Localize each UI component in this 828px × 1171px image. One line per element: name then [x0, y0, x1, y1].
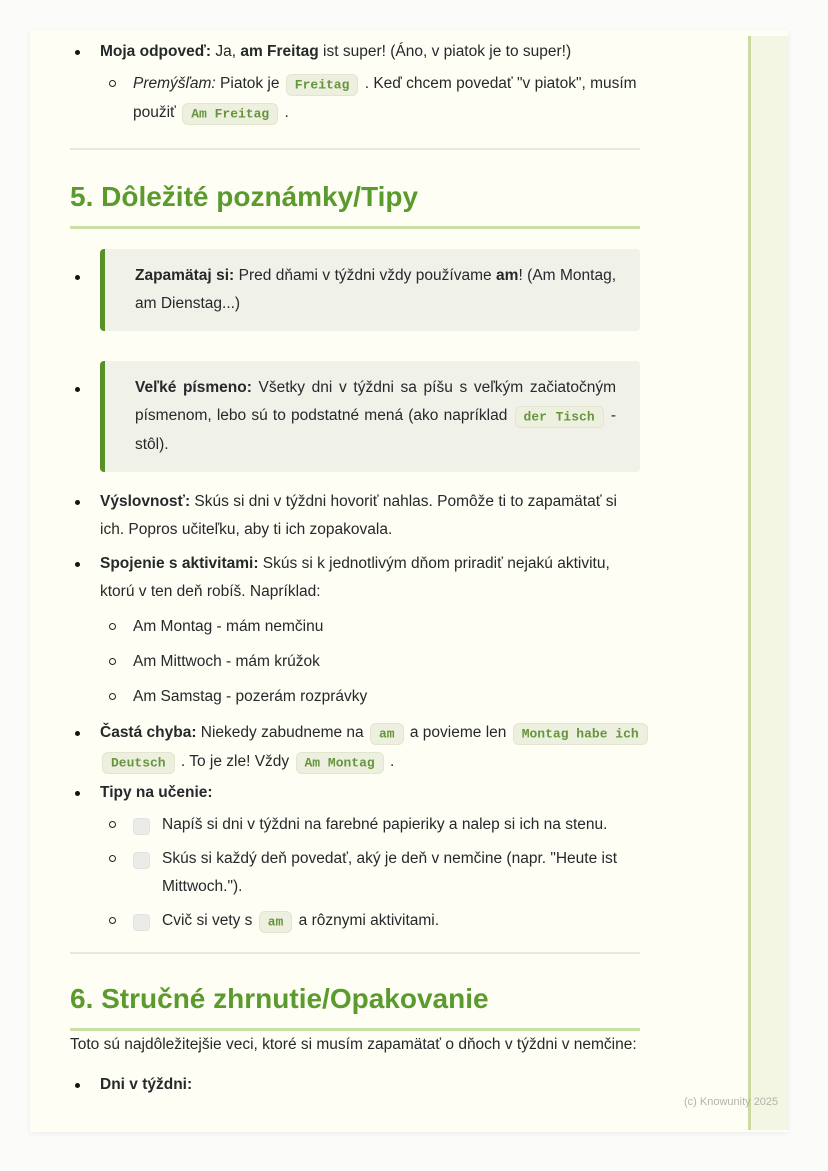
text-segment: am Freitag [240, 43, 319, 60]
list-item [70, 488, 640, 544]
circle-bullet-icon [109, 855, 116, 862]
text-segment: Tipy na učenie: [100, 784, 213, 801]
text-segment: ist super! (Áno, v piatok je to super!) [318, 43, 572, 60]
text-segment: Skús si dni v týždni hovoriť nahlas. Pomôže ti to zapamätať si ich. Popros učiteľku, aby ti ich zopakovala. [100, 493, 618, 538]
list-item-text [133, 683, 640, 711]
disc-bullet-icon [75, 50, 80, 55]
disc-bullet-icon [75, 791, 80, 796]
text-segment: Napíš si dni v týždni na farebné papieriky a nalep si ich na stenu. [162, 816, 608, 833]
text-segment: Piatok je [215, 75, 284, 92]
disc-bullet-icon [75, 562, 80, 567]
text-segment: Všetky dni v týždni sa píšu s veľkým začiatočným písmenom, lebo sú to podstatné mená (ako napríklad [135, 379, 616, 424]
text-segment: Skús si k jednotlivým dňom priradiť nejakú aktivitu, ktorú v ten deň robíš. Napríklad: [100, 555, 610, 600]
circle-bullet-icon [109, 623, 116, 630]
text-segment: Dni v týždni: [100, 1076, 193, 1093]
page-edge-strip [748, 36, 788, 1130]
bullet-column [70, 1071, 100, 1088]
bullet-column [70, 249, 100, 280]
list-item-text [133, 613, 640, 641]
text-segment: - stôl). [135, 407, 616, 453]
list-item [70, 38, 640, 66]
inline-code: Montag habe ich Deutsch [102, 723, 648, 774]
list-item [70, 719, 640, 777]
callout-list-item [70, 249, 640, 331]
text-segment: . To je zle! Vždy [176, 753, 294, 770]
disc-bullet-icon [75, 387, 80, 392]
section-6-heading: 6. Stručné zhrnutie/Opakovanie [70, 982, 640, 1031]
circle-bullet-icon [109, 693, 116, 700]
text-segment: Zapamätaj si: [135, 267, 235, 284]
text-segment: ! (Am Montag, am Dienstag...) [135, 267, 617, 312]
task-checkbox[interactable] [133, 852, 150, 869]
disc-bullet-icon [75, 731, 80, 736]
task-checkbox[interactable] [133, 818, 150, 835]
text-segment: . [385, 753, 395, 770]
task-checkbox[interactable] [133, 914, 150, 931]
text-segment: am [496, 267, 519, 284]
inline-code: Freitag [286, 74, 359, 96]
inline-code: der Tisch [515, 406, 604, 428]
bullet-column [105, 648, 133, 665]
list-subitem [105, 648, 640, 676]
summary-paragraph: Toto sú najdôležitejšie veci, ktoré si musím zapamätať o dňoch v týždni v nemčine: [70, 1036, 637, 1053]
callout-list-item [70, 361, 640, 472]
bullet-column [70, 550, 100, 567]
inline-code: am [259, 911, 293, 933]
text-segment: a povieme len [405, 724, 511, 741]
text-segment: Spojenie s aktivitami: [100, 555, 259, 572]
text-segment: . [280, 104, 289, 121]
circle-bullet-icon [109, 80, 116, 87]
text-segment: Am Montag - mám nemčinu [133, 618, 324, 635]
list-item-text [133, 648, 640, 676]
list-subitem [105, 613, 640, 641]
list-item-text [133, 70, 640, 128]
bullet-column [70, 361, 100, 392]
bullet-column [105, 613, 133, 630]
list-item-text [100, 779, 640, 807]
list-item-text [100, 488, 640, 544]
task-text [162, 845, 640, 901]
list-subitem [105, 683, 640, 711]
circle-bullet-icon [109, 917, 116, 924]
callout-remember [100, 249, 640, 331]
text-segment: Niekedy zabudneme na [196, 724, 368, 741]
bullet-column [105, 845, 133, 862]
text-segment: . Keď chcem povedať "v piatok", musím použiť [133, 75, 637, 121]
bullet-column [105, 683, 133, 700]
list-item-text [100, 550, 640, 606]
inline-code: am [370, 723, 404, 745]
list-item [70, 779, 640, 807]
section-5-heading: 5. Dôležité poznámky/Tipy [70, 180, 640, 229]
list-item-text [100, 38, 640, 66]
text-segment: Am Mittwoch - mám krúžok [133, 653, 320, 670]
text-segment: Ja, [211, 43, 241, 60]
text-segment: Pred dňami v týždni vždy používame [234, 267, 497, 284]
bullet-column [70, 779, 100, 796]
text-segment: Výslovnosť: [100, 493, 191, 510]
bullet-column [105, 70, 133, 87]
document-page [30, 30, 788, 1132]
text-segment: Moja odpoveď: [100, 43, 212, 60]
section-divider [70, 148, 640, 150]
list-item [70, 550, 640, 606]
text-segment: Cvič si vety s [162, 912, 257, 929]
list-item-text [100, 1071, 640, 1099]
text-segment: Veľké písmeno: [135, 379, 252, 396]
task-list-item [105, 907, 640, 936]
circle-bullet-icon [109, 821, 116, 828]
list-item-text [100, 719, 640, 777]
list-item [70, 1071, 640, 1099]
callout-capitalization [100, 361, 640, 472]
text-segment: Am Samstag - pozerám rozprávky [133, 688, 368, 705]
task-text [162, 811, 640, 839]
task-list-item [105, 845, 640, 901]
document-content [70, 32, 640, 1099]
inline-code: Am Freitag [182, 103, 278, 125]
list-subitem [105, 70, 640, 128]
bullet-column [105, 811, 133, 828]
section-divider [70, 952, 640, 954]
text-segment: a rôznymi aktivitami. [294, 912, 440, 929]
task-list-item [105, 811, 640, 839]
text-segment: Skús si každý deň povedať, aký je deň v nemčine (napr. "Heute ist Mittwoch."). [162, 850, 618, 895]
bullet-column [70, 719, 100, 736]
circle-bullet-icon [109, 658, 116, 665]
text-segment: Častá chyba: [100, 724, 197, 741]
bullet-column [70, 488, 100, 505]
text-segment: Premýšľam: [133, 75, 216, 92]
bullet-column [105, 907, 133, 924]
disc-bullet-icon [75, 1083, 80, 1088]
task-text [162, 907, 640, 936]
bullet-column [70, 38, 100, 55]
inline-code: Am Montag [296, 752, 384, 774]
copyright-watermark: (c) Knowunity 2025 [684, 1096, 779, 1108]
disc-bullet-icon [75, 275, 80, 280]
disc-bullet-icon [75, 500, 80, 505]
